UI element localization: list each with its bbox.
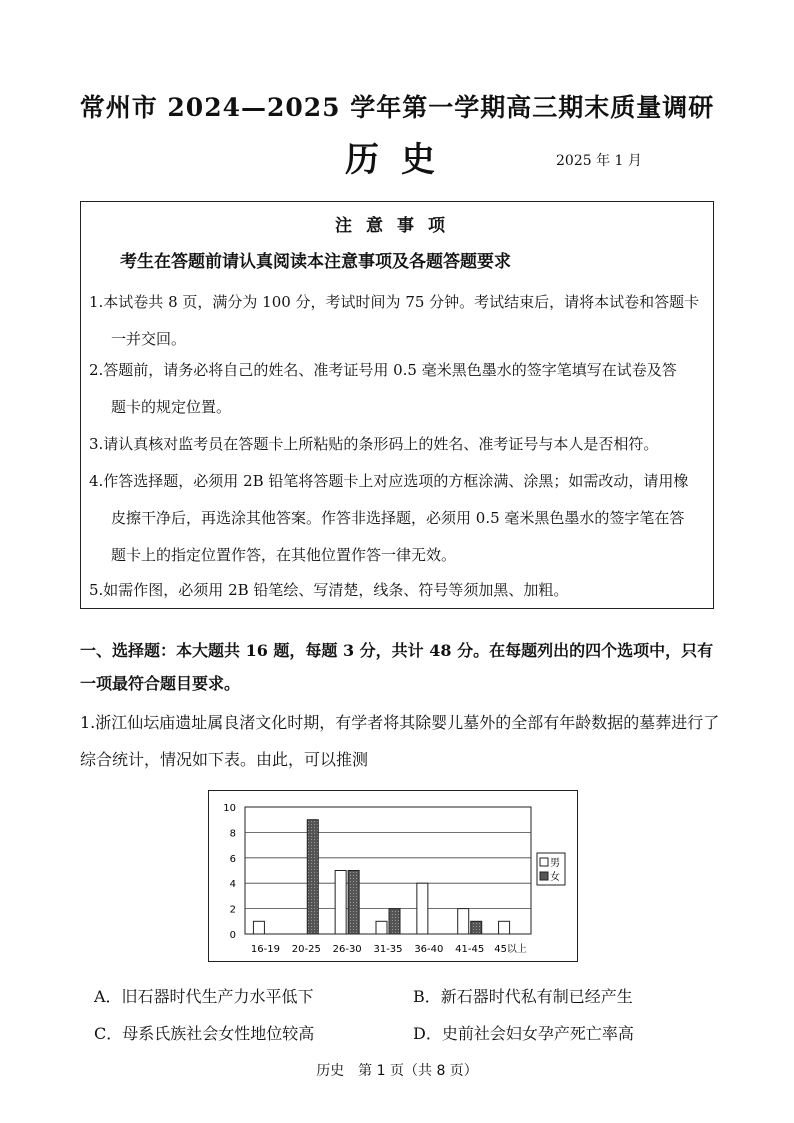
notice-box bbox=[80, 201, 714, 609]
option-d[interactable]: D．史前社会妇女孕产死亡率高 bbox=[413, 1024, 634, 1043]
plot-area bbox=[245, 807, 531, 934]
bar-male bbox=[253, 921, 264, 934]
section-heading: 一、选择题：本大题共 16 题，每题 3 分，共计 48 分。在每题列出的四个选项中，只有一项最符合题目要求。 bbox=[80, 641, 714, 693]
notice-line: 题卡上的指定位置作答，在其他位置作答一律无效。 bbox=[111, 546, 457, 564]
bar-male bbox=[417, 883, 428, 934]
legend-swatch-female bbox=[540, 872, 548, 880]
question-stem: 1.浙江仙坛庙遗址属良渚文化时期，有学者将其除婴儿墓外的全部有年龄数据的墓葬进行了综合统计，情况如下表。由此，可以推测 bbox=[80, 713, 720, 769]
option-c[interactable]: C．母系氏族社会女性地位较高 bbox=[94, 1024, 315, 1043]
notice-line: 2.答题前，请务必将自己的姓名、准考证号用 0.5 毫米黑色墨水的签字笔填写在试卷及答 bbox=[89, 361, 677, 379]
x-tick-label: 45以上 bbox=[494, 944, 527, 955]
page-footer: 历史 第 1 页（共 8 页） bbox=[316, 1063, 478, 1079]
bar-male bbox=[499, 921, 510, 934]
legend-swatch-male bbox=[540, 858, 548, 866]
notice-line: 3.请认真核对监考员在答题卡上所粘贴的条形码上的姓名、准考证号与本人是否相符。 bbox=[89, 435, 659, 453]
y-tick-label: 4 bbox=[229, 879, 236, 891]
notice-item bbox=[89, 463, 707, 574]
bar-female bbox=[307, 820, 318, 934]
option-b[interactable]: B．新石器时代私有制已经产生 bbox=[413, 987, 633, 1006]
notice-item bbox=[89, 426, 707, 463]
y-tick-label: 2 bbox=[229, 904, 236, 916]
bar-female bbox=[471, 921, 482, 934]
bar-chart-svg bbox=[209, 791, 576, 960]
notice-line: 1.本试卷共 8 页，满分为 100 分，考试时间为 75 分钟。考试结束后，请将本试卷和答题卡 bbox=[89, 293, 700, 311]
bar-female bbox=[389, 909, 400, 934]
notice-line: 5.如需作图，必须用 2B 铅笔绘、写清楚，线条、符号等须加黑、加粗。 bbox=[89, 581, 569, 599]
notice-item bbox=[89, 352, 707, 426]
notice-item bbox=[89, 572, 707, 609]
notice-line: 4.作答选择题，必须用 2B 铅笔将答题卡上对应选项的方框涂满、涂黑；如需改动，请用橡 bbox=[89, 472, 689, 490]
y-tick-label: 6 bbox=[229, 853, 236, 865]
x-tick-label: 31-35 bbox=[373, 944, 403, 955]
notice-item bbox=[89, 284, 707, 358]
legend-label-male: 男 bbox=[550, 858, 560, 869]
exam-title: 常州市 2024—2025 学年第一学期高三期末质量调研 bbox=[79, 93, 715, 122]
x-tick-label: 41-45 bbox=[455, 944, 485, 955]
x-tick-label: 20-25 bbox=[291, 944, 321, 955]
x-tick-label: 36-40 bbox=[414, 944, 444, 955]
y-tick-label: 8 bbox=[229, 828, 236, 840]
age-chart bbox=[208, 790, 578, 962]
bar-male bbox=[376, 921, 387, 934]
option-a[interactable]: A．旧石器时代生产力水平低下 bbox=[94, 987, 314, 1006]
notice-subtitle: 考生在答题前请认真阅读本注意事项及各题答题要求 bbox=[120, 252, 511, 272]
y-tick-label: 0 bbox=[229, 930, 236, 941]
notice-line: 皮擦干净后，再选涂其他答案。作答非选择题，必须用 0.5 毫米黑色墨水的签字笔在答 bbox=[111, 509, 685, 527]
bar-male bbox=[458, 909, 469, 934]
notice-title: 注意事项 bbox=[335, 216, 459, 236]
x-tick-label: 16-19 bbox=[250, 944, 280, 955]
notice-line: 一并交回。 bbox=[111, 330, 187, 348]
bar-female bbox=[348, 871, 359, 935]
exam-date: 2025 年 1 月 bbox=[556, 153, 642, 169]
y-tick-label: 10 bbox=[223, 803, 236, 814]
subject-title: 历史 bbox=[345, 140, 457, 180]
notice-line: 题卡的规定位置。 bbox=[111, 398, 232, 416]
x-tick-label: 26-30 bbox=[332, 944, 362, 955]
legend-label-female: 女 bbox=[550, 872, 560, 883]
bar-male bbox=[335, 871, 346, 935]
